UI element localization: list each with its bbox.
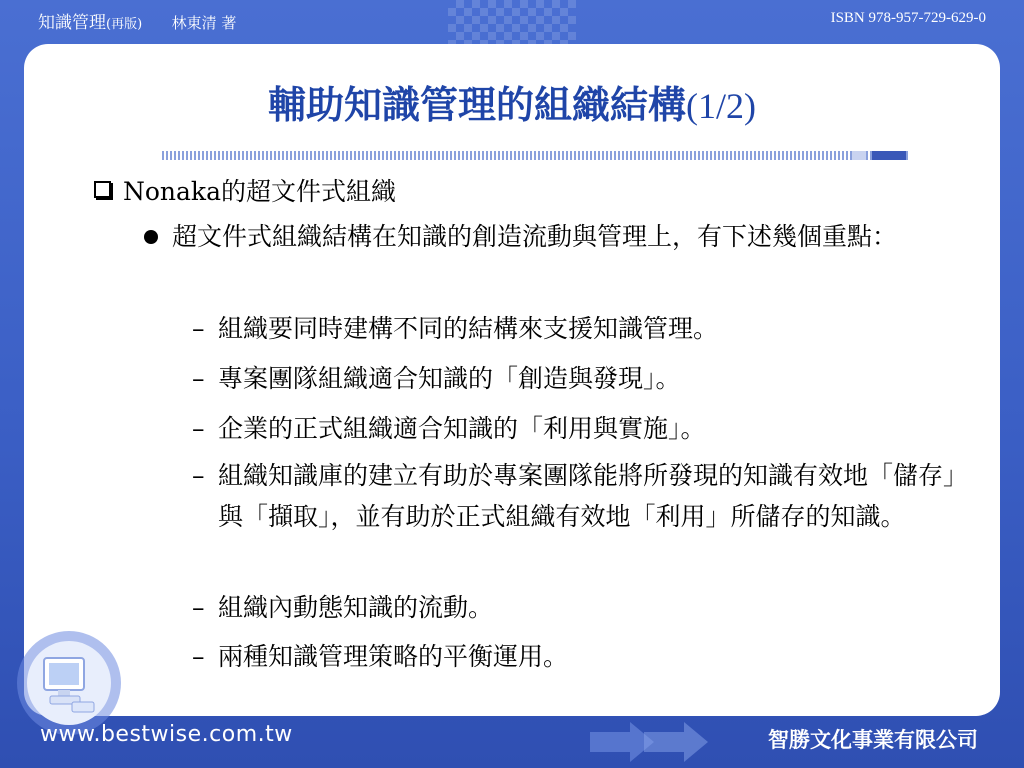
publisher-name: 智勝文化事業有限公司 <box>768 728 978 752</box>
dash-bullet: – <box>192 461 205 490</box>
round-bullet-icon <box>144 230 158 244</box>
sub-point <box>192 587 984 628</box>
sub-point-text: 組織內動態知識的流動。 <box>218 593 494 622</box>
sub-point-text: 兩種知識管理策略的平衡運用。 <box>218 642 569 671</box>
bullet-level2-text: 超文件式組織結構在知識的創造流動與管理上，有下述幾個重點： <box>172 222 898 251</box>
author-label: 林東清 著 <box>171 14 237 32</box>
bullet-level1-text: Nonaka的超文件式組織 <box>123 177 396 206</box>
sub-point-text: 組織要同時建構不同的結構來支援知識管理。 <box>218 314 719 343</box>
sub-point-text: 專案團隊組織適合知識的「創造與發現」。 <box>218 364 681 393</box>
isbn-label: ISBN 978-957-729-629-0 <box>830 10 986 26</box>
sub-point <box>192 636 984 677</box>
dash-bullet: – <box>192 414 205 443</box>
bullet-level2 <box>144 216 984 258</box>
slide-title-suffix: (1/2) <box>686 86 756 126</box>
sub-point <box>192 455 984 537</box>
sub-point <box>192 358 984 399</box>
website-url: www.bestwise.com.tw <box>40 722 293 747</box>
edition-label: (再版) <box>106 17 143 32</box>
dash-bullet: – <box>192 314 205 343</box>
bullet-level1 <box>94 172 396 208</box>
dash-bullet: – <box>192 593 205 622</box>
sub-point <box>192 308 984 349</box>
book-title: 知識管理 <box>38 13 106 33</box>
slide-title-main: 輔助知識管理的組織結構 <box>268 83 687 127</box>
sub-point-text: 企業的正式組織適合知識的「利用與實施」。 <box>218 414 706 443</box>
sub-point-text: 組織知識庫的建立有助於專案團隊能將所發現的知識有效地「儲存」與「擷取」，並有助於正式組織有效地「利用」所儲存的知識。 <box>218 461 969 531</box>
dash-bullet: – <box>192 364 205 393</box>
checkbox-bullet-icon <box>94 181 111 198</box>
dash-bullet: – <box>192 642 205 671</box>
arrow-icon <box>590 718 720 766</box>
sub-point <box>192 408 984 449</box>
